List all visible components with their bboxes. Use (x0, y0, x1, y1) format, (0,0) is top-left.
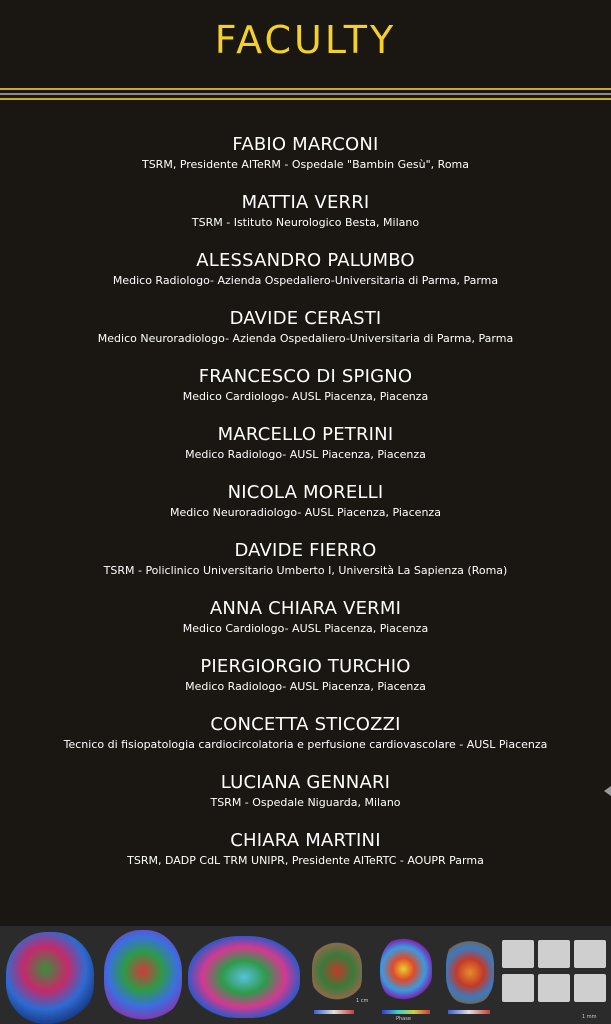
scroll-left-arrow-icon[interactable] (604, 786, 611, 796)
member-name: FABIO MARCONI (232, 134, 379, 155)
faculty-list (0, 132, 611, 886)
member-name: CHIARA MARTINI (230, 830, 381, 851)
faculty-member (0, 190, 611, 248)
member-name: MARCELLO PETRINI (217, 424, 394, 445)
grid-cell (574, 974, 606, 1002)
member-affiliation: TSRM, Presidente AITeRM - Ospedale "Bambin Gesù", Roma (141, 158, 470, 171)
member-name: DAVIDE CERASTI (229, 308, 382, 329)
faculty-member (0, 306, 611, 364)
member-affiliation: Medico Cardiologo- AUSL Piacenza, Piacenza (182, 390, 429, 403)
member-affiliation: Medico Radiologo- AUSL Piacenza, Piacenza (185, 448, 426, 461)
grid-cell (538, 974, 570, 1002)
member-name: PIERGIORGIO TURCHIO (200, 656, 411, 677)
faculty-member (0, 248, 611, 306)
grid-cell (502, 940, 534, 968)
faculty-member (0, 654, 611, 712)
member-name: ANNA CHIARA VERMI (209, 598, 402, 619)
faculty-member (0, 770, 611, 828)
scale-label-mm: 1 mm (582, 1014, 597, 1020)
faculty-member (0, 712, 611, 770)
faculty-member (0, 422, 611, 480)
faculty-member (0, 596, 611, 654)
grid-cell (502, 974, 534, 1002)
grid-cell (574, 940, 606, 968)
member-affiliation: TSRM, DADP CdL TRM UNIPR, Presidente AITeRTC - AOUPR Parma (127, 854, 484, 867)
member-name: CONCETTA STICOZZI (210, 714, 401, 735)
member-name: ALESSANDRO PALUMBO (196, 250, 415, 271)
medical-imaging-strip (0, 926, 611, 1024)
faculty-member (0, 538, 611, 596)
header-divider-gold (0, 88, 611, 90)
faculty-member (0, 132, 611, 190)
member-affiliation: TSRM - Ospedale Niguarda, Milano (210, 796, 401, 809)
member-affiliation: Medico Cardiologo- AUSL Piacenza, Piacenza (182, 622, 429, 635)
colorbar-label: Phase (396, 1016, 411, 1022)
brain-tractography-image (104, 930, 182, 1022)
member-name: FRANCESCO DI SPIGNO (198, 366, 413, 387)
page-header (0, 0, 611, 100)
member-affiliation: TSRM - Istituto Neurologico Besta, Milano (191, 216, 420, 229)
header-divider-grey (0, 93, 611, 95)
faculty-member (0, 480, 611, 538)
member-name: NICOLA MORELLI (227, 482, 384, 503)
member-affiliation: Tecnico di fisiopatologia cardiocircolatoria e perfusione cardiovascolare - AUSL Piacenza (63, 738, 548, 751)
perfusion-grid-image (500, 936, 608, 1022)
scale-label: 1 cm (356, 998, 369, 1004)
member-affiliation: Medico Neuroradiologo- Azienda Ospedaliero-Universitaria di Parma, Parma (97, 332, 514, 345)
heart-phase-map-image (380, 936, 432, 1002)
member-affiliation: Medico Neuroradiologo- AUSL Piacenza, Piacenza (170, 506, 441, 519)
faculty-member (0, 828, 611, 886)
brain-tractography-image (6, 932, 94, 1024)
member-affiliation: TSRM - Policlinico Universitario Umberto I, Università La Sapienza (Roma) (103, 564, 508, 577)
member-affiliation: Medico Radiologo- AUSL Piacenza, Piacenza (185, 680, 426, 693)
brain-tractography-image (188, 936, 300, 1018)
strain-colorbar (448, 1010, 490, 1014)
faculty-member (0, 364, 611, 422)
phase-colorbar (382, 1010, 430, 1014)
page-title: FACULTY (214, 18, 397, 62)
colorbar (314, 1010, 354, 1014)
member-name: MATTIA VERRI (241, 192, 370, 213)
member-name: LUCIANA GENNARI (220, 772, 391, 793)
member-name: DAVIDE FIERRO (234, 540, 377, 561)
grid-cell (538, 940, 570, 968)
header-divider-gold-2 (0, 98, 611, 100)
heart-scan-image (312, 940, 362, 1002)
member-affiliation: Medico Radiologo- Azienda Ospedaliero-Universitaria di Parma, Parma (112, 274, 499, 287)
heart-strain-map-image (446, 934, 494, 1004)
